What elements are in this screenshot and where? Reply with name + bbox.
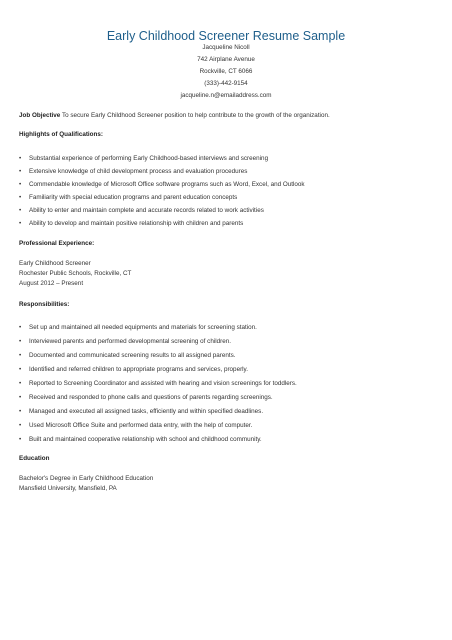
job-objective-label: Job Objective bbox=[19, 112, 61, 119]
contact-email: jacqueline.n@emailaddress.com bbox=[180, 92, 272, 99]
job-objective bbox=[19, 112, 330, 120]
contact-name: Jacqueline Nicoll bbox=[202, 44, 250, 51]
education-heading: Education bbox=[19, 455, 50, 462]
highlights-heading: Highlights of Qualifications: bbox=[19, 131, 103, 138]
experience-job-title: Early Childhood Screener bbox=[19, 260, 91, 267]
education-degree: Bachelor's Degree in Early Childhood Education bbox=[19, 475, 154, 482]
experience-dates: August 2012 – Present bbox=[19, 280, 84, 287]
contact-city: Rockville, CT 6066 bbox=[199, 68, 253, 75]
page-title: Early Childhood Screener Resume Sample bbox=[106, 29, 346, 43]
education-school: Mansfield University, Mansfield, PA bbox=[19, 485, 117, 492]
experience-heading: Professional Experience: bbox=[19, 240, 95, 247]
resume-page: Early Childhood Screener Resume Sample Jacqueline Nicoll 742 Airplane Avenue Rockville, CT 6066 (333)-442-9154 jacqueline.n@emailaddress.com Job Objective To secure Early Childhood Screener position to help contribute to the growth of the organization. Highlights of Qualifications: • Substantial experience of performing Early Childhood-based interviews and screening • Extensive knowledge of child development process and evaluation procedures • Commendable knowledge of Microsoft Office software programs such as Word, Excel, and Outlook • Familiarity with special education programs and parent education concepts • Ability to enter and maintain complete and accurate records related to work activities • Ability to develop and maintain positive relationship with children and parents Professional Experience: Early Childhood Screener Rochester Public Schools, Rockville, CT August 2012 – Present Responsibilities: • Set up and maintained all needed equipments and materials for screening station. • Interviewed parents and performed developmental screening of children. • Documented and communicated screening results to all assigned parents. • Identified and referred children to appropriate programs and services, properly. • Reported to Screening Coordinator and assisted with hearing and vision screenings for toddlers. • Received and responded to phone calls and questions of parents regarding screenings. • Managed and executed all assigned tasks, efficiently and within specified deadlines. • Used Microsoft Office Suite and performed data entry, with the help of computer. • Built and maintained cooperative relationship with school and childhood community. Education Bachelor's Degree in Early Childhood Education Mansfield University, Mansfield, PA bbox=[0, 0, 452, 640]
responsibilities-heading: Responsibilities: bbox=[19, 301, 70, 308]
job-objective-text: To secure Early Childhood Screener position to help contribute to the growth of the organization. bbox=[61, 112, 330, 119]
contact-address: 742 Airplane Avenue bbox=[197, 56, 255, 63]
contact-phone: (333)-442-9154 bbox=[204, 80, 248, 87]
experience-employer: Rochester Public Schools, Rockville, CT bbox=[19, 270, 132, 277]
